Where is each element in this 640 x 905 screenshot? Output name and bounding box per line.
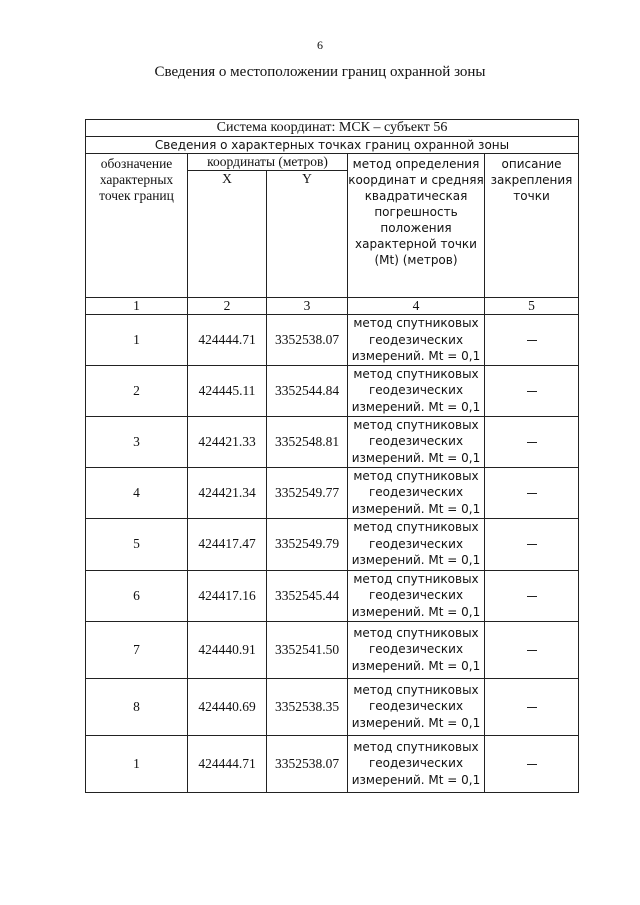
method-cell: метод спутниковых геодезических измерений. Mt = 0,1 [348,365,485,416]
table-row [86,365,579,416]
document-title: Сведения о местоположении границ охранной зоны [154,64,486,80]
header-y: Y [267,171,348,298]
table-row [86,467,579,518]
column-number: 5 [485,298,579,315]
y-cell: 3352541.50 [267,621,348,678]
coordinate-system: Система координат: МСК – субъект 56 [86,120,579,137]
point-cell: 1 [86,315,188,366]
table-row [86,735,579,792]
point-cell: 5 [86,518,188,570]
table-row [86,315,579,366]
header-method: метод определения координат и средняя квадратическая погрешность положения характерной точки (Mt) (метров) [348,154,485,298]
table-row [86,570,579,621]
x-cell: 424444.71 [188,315,267,366]
point-cell: 3 [86,416,188,467]
point-cell: 8 [86,678,188,735]
fixing-cell [485,365,579,416]
x-cell: 424421.34 [188,467,267,518]
column-number: 1 [86,298,188,315]
table-row [86,518,579,570]
dash-mark [527,391,537,392]
point-cell: 4 [86,467,188,518]
fixing-cell [485,621,579,678]
dash-mark [527,493,537,494]
fixing-cell [485,570,579,621]
point-cell: 6 [86,570,188,621]
fixing-cell [485,315,579,366]
x-cell: 424440.91 [188,621,267,678]
header-row [86,154,579,171]
coordinates-table [85,119,579,793]
y-cell: 3352549.79 [267,518,348,570]
column-number: 3 [267,298,348,315]
fixing-cell [485,416,579,467]
table-row [86,416,579,467]
header-x: X [188,171,267,298]
point-cell: 7 [86,621,188,678]
method-cell: метод спутниковых геодезических измерений. Mt = 0,1 [348,735,485,792]
y-cell: 3352538.07 [267,315,348,366]
point-cell: 2 [86,365,188,416]
dash-mark [527,764,537,765]
method-cell: метод спутниковых геодезических измерений. Mt = 0,1 [348,518,485,570]
dash-mark [527,650,537,651]
coordinate-system-row [86,120,579,137]
column-number: 2 [188,298,267,315]
y-cell: 3352548.81 [267,416,348,467]
fixing-cell [485,518,579,570]
dash-mark [527,544,537,545]
dash-mark [527,442,537,443]
method-cell: метод спутниковых геодезических измерений. Mt = 0,1 [348,416,485,467]
table-row [86,621,579,678]
x-cell: 424421.33 [188,416,267,467]
dash-mark [527,340,537,341]
method-cell: метод спутниковых геодезических измерений. Mt = 0,1 [348,621,485,678]
page-number: 6 [317,38,323,52]
fixing-cell [485,678,579,735]
y-cell: 3352549.77 [267,467,348,518]
table-subtitle: Сведения о характерных точках границ охранной зоны [86,137,579,154]
x-cell: 424417.47 [188,518,267,570]
y-cell: 3352544.84 [267,365,348,416]
fixing-cell [485,735,579,792]
method-cell: метод спутниковых геодезических измерений. Mt = 0,1 [348,315,485,366]
table-subtitle-row [86,137,579,154]
method-cell: метод спутниковых геодезических измерений. Mt = 0,1 [348,678,485,735]
x-cell: 424445.11 [188,365,267,416]
table-row [86,678,579,735]
y-cell: 3352538.35 [267,678,348,735]
column-numbers-row [86,298,579,315]
header-point: обозначение характерных точек границ [86,154,188,298]
point-cell: 1 [86,735,188,792]
y-cell: 3352538.07 [267,735,348,792]
x-cell: 424417.16 [188,570,267,621]
y-cell: 3352545.44 [267,570,348,621]
header-fixing: описание закрепления точки [485,154,579,298]
fixing-cell [485,467,579,518]
method-cell: метод спутниковых геодезических измерений. Mt = 0,1 [348,570,485,621]
column-number: 4 [348,298,485,315]
dash-mark [527,707,537,708]
x-cell: 424440.69 [188,678,267,735]
dash-mark [527,596,537,597]
x-cell: 424444.71 [188,735,267,792]
method-cell: метод спутниковых геодезических измерений. Mt = 0,1 [348,467,485,518]
header-coordinates: координаты (метров) [188,154,348,171]
